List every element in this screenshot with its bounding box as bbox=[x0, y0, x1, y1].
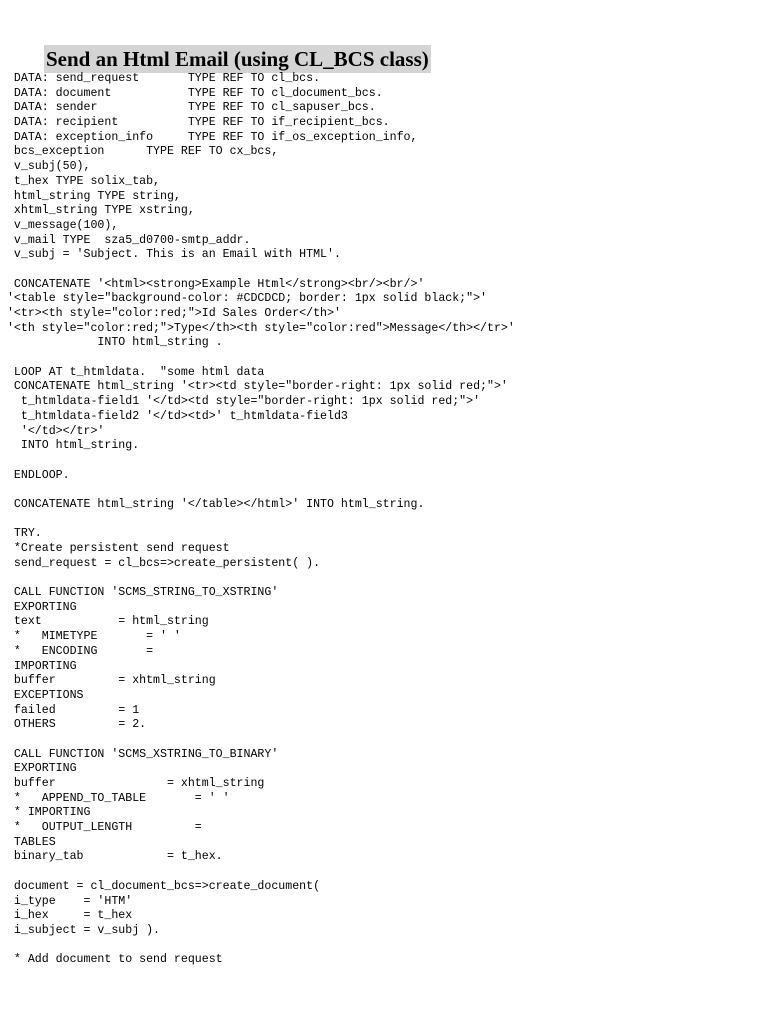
code-line: v_subj = 'Subject. This is an Email with HTML'. bbox=[0, 248, 341, 262]
code-line: CALL FUNCTION 'SCMS_XSTRING_TO_BINARY' bbox=[0, 747, 279, 761]
code-line: t_htmldata-field2 '</td><td>' t_htmldata-field3 bbox=[0, 409, 348, 423]
code-line bbox=[0, 939, 515, 954]
code-line: * OUTPUT_LENGTH = bbox=[0, 821, 202, 835]
code-line: buffer = xhtml_string bbox=[0, 674, 216, 688]
code-line: i_subject = v_subj ). bbox=[0, 923, 161, 937]
code-block bbox=[0, 72, 515, 968]
code-line bbox=[0, 483, 515, 498]
code-line bbox=[0, 454, 515, 469]
code-line: v_subj(50), bbox=[0, 160, 91, 174]
code-line: * Add document to send request bbox=[0, 953, 223, 967]
code-line: DATA: send_request TYPE REF TO cl_bcs. bbox=[0, 72, 321, 85]
code-line: t_hex TYPE solix_tab, bbox=[0, 174, 161, 188]
code-line: '</td></tr>' bbox=[0, 424, 105, 438]
code-line bbox=[0, 571, 515, 586]
code-line: '<th style="color:red;">Type</th><th style="color:red">Message</th></tr>' bbox=[0, 321, 515, 335]
code-line bbox=[0, 865, 515, 880]
code-line: buffer = xhtml_string bbox=[0, 777, 265, 790]
code-line: LOOP AT t_htmldata. "some html data bbox=[0, 365, 265, 379]
code-line: CONCATENATE html_string '</table></html>' INTO html_string. bbox=[0, 497, 425, 511]
code-line: INTO html_string . bbox=[0, 336, 223, 350]
code-line: * IMPORTING bbox=[0, 806, 91, 820]
code-line: binary_tab = t_hex. bbox=[0, 850, 223, 864]
code-line bbox=[0, 513, 515, 528]
code-line: IMPORTING bbox=[0, 659, 77, 673]
code-line: DATA: exception_info TYPE REF TO if_os_exception_info, bbox=[0, 130, 418, 144]
code-line: * APPEND_TO_TABLE = ' ' bbox=[0, 791, 230, 805]
code-line: document = cl_document_bcs=>create_document( bbox=[0, 879, 321, 893]
code-line: bcs_exception TYPE REF TO cx_bcs, bbox=[0, 145, 279, 159]
code-line: text = html_string bbox=[0, 615, 209, 629]
code-line: t_htmldata-field1 '</td><td style="border-right: 1px solid red;">' bbox=[0, 395, 481, 409]
code-line bbox=[0, 351, 515, 366]
code-line: xhtml_string TYPE xstring, bbox=[0, 204, 195, 218]
code-line: failed = 1 bbox=[0, 703, 140, 717]
code-line: INTO html_string. bbox=[0, 439, 140, 453]
code-line: CONCATENATE '<html><strong>Example Html</strong><br/><br/>' bbox=[0, 277, 425, 291]
code-line: * ENCODING = bbox=[0, 644, 154, 658]
code-line: TABLES bbox=[0, 835, 56, 849]
code-line bbox=[0, 733, 515, 748]
code-line: i_type = 'HTM' bbox=[0, 894, 133, 908]
code-line: i_hex = t_hex bbox=[0, 909, 133, 923]
code-line: ENDLOOP. bbox=[0, 468, 70, 482]
code-line: html_string TYPE string, bbox=[0, 189, 181, 203]
code-line: * MIMETYPE = ' ' bbox=[0, 630, 181, 644]
page-title: Send an Html Email (using CL_BCS class) bbox=[46, 47, 429, 71]
code-line: '<table style="background-color: #CDCDCD; border: 1px solid black;">' bbox=[0, 292, 488, 306]
code-line: TRY. bbox=[0, 527, 42, 541]
code-line: EXCEPTIONS bbox=[0, 688, 84, 702]
code-line: OTHERS = 2. bbox=[0, 718, 147, 732]
code-line: DATA: document TYPE REF TO cl_document_bcs. bbox=[0, 86, 383, 100]
code-line bbox=[0, 263, 515, 278]
code-line: CALL FUNCTION 'SCMS_STRING_TO_XSTRING' bbox=[0, 586, 279, 600]
code-line: *Create persistent send request bbox=[0, 542, 230, 555]
code-line: DATA: recipient TYPE REF TO if_recipient_bcs. bbox=[0, 116, 390, 130]
code-line: EXPORTING bbox=[0, 762, 77, 776]
code-line: CONCATENATE html_string '<tr><td style="border-right: 1px solid red;">' bbox=[0, 380, 508, 394]
code-line: '<tr><th style="color:red;">Id Sales Order</th>' bbox=[0, 307, 341, 320]
code-line: v_mail TYPE sza5_d0700-smtp_addr. bbox=[0, 233, 251, 247]
code-line: send_request = cl_bcs=>create_persistent( ). bbox=[0, 556, 321, 570]
code-line: DATA: sender TYPE REF TO cl_sapuser_bcs. bbox=[0, 101, 376, 115]
code-line: EXPORTING bbox=[0, 600, 77, 614]
code-line: v_message(100), bbox=[0, 218, 119, 232]
